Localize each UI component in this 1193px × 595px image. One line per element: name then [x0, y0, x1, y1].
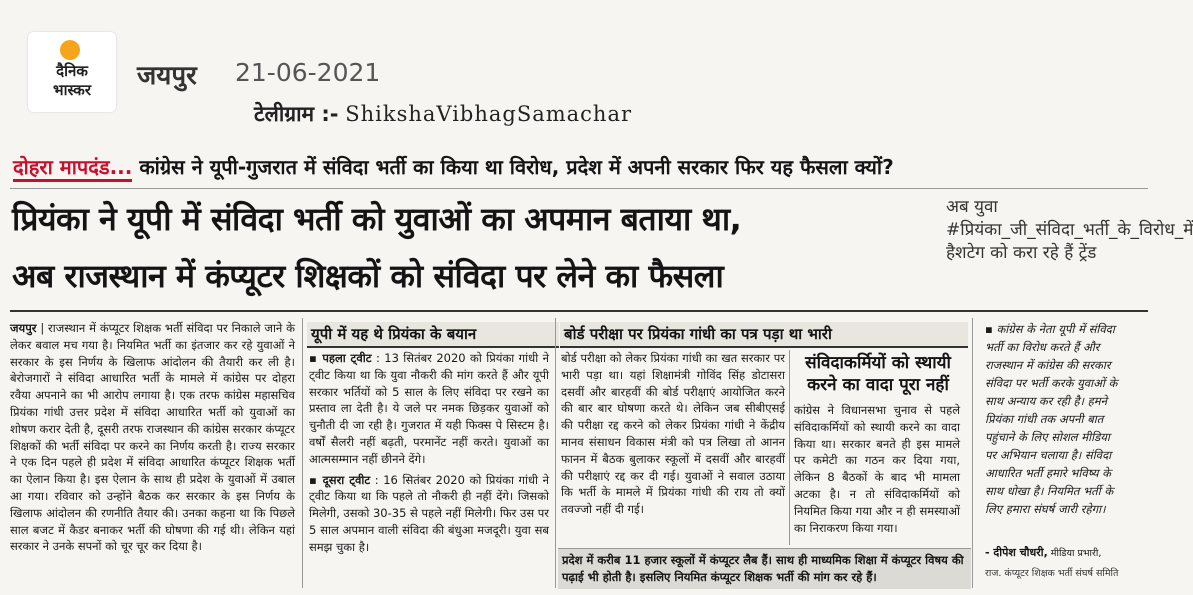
tweet2 — [309, 472, 549, 556]
side-note: अब युवा #प्रियंका_जी_संविदा_भर्ती_के_विरोध_में हैशटेग को करा रहे हैं ट्रेंड — [946, 197, 1193, 263]
column1-text: | राजस्थान में कंप्यूटर शिक्षक भर्ती संविदा पर निकाले जाने के लेकर बवाल मच गया है। नियमित भर्ती का इंतजार कर रहे युवाओं ने सरकार के इस निर्णय के खिलाफ आंदोलन की तैयारी कर ली है। बेरोजगारों ने संविदा आधारित भर्ती के मामले में कांग्रेस पर दोहरा रवैया अपनाने का भी आरोप लगाया है। एक तरफ कांग्रेस महासचिव प्रियंका गांधी उत्तर प्रदेश में संविदा आधारित भर्ती को युवाओं का शोषण करार देती है, दूसरी तरफ राजस्थान की कांग्रेस सरकार कंप्यूटर शिक्षकों की भर्ती संविदा पर करने का निर्णय करती है। राज्य सरकार ने एक दिन पहले ही प्रदेश में संविदा आधारित कंप्यूटर शिक्षक भर्ती का ऐलान किया है। इस ऐलान के साथ ही प्रदेश के युवाओं में उबाल आ गया। रविवार को उन्होंने बैठक कर सरकार के इस निर्णय के खिलाफ आंदोलन की रणनीति तैयार की। उनका कहना था कि पिछले साल बजट में कैडर बनाकर भर्ती की घोषणा की गई थी। लेकिन यहां सरकार ने उनके सपनों को चूर चूर कर दिया है। — [10, 321, 295, 554]
signature-name: - दीपेश चौधरी, — [985, 546, 1048, 559]
info-box: प्रदेश में करीब 11 हजार स्कूलों में कंप्यूटर लैब हैं। साथ ही माध्यमिक शिक्षा में कंप्यूटर विषय की पढ़ाई भी होती है। इसलिए नियमित कंप्यूटर शिक्षक भर्ती की मांग कर रहे हैं। — [558, 548, 971, 589]
headline-line2: अब राजस्थान में कंप्यूटर शिक्षकों को संविदा पर लेने का फैसला — [12, 257, 724, 295]
headline-line1: प्रियंका ने यूपी में संविदा भर्ती को युवाओं का अपमान बताया था, — [12, 200, 742, 238]
signature-role2: राज. कंप्यूटर शिक्षक भर्ती संघर्ष समिति — [985, 568, 1119, 579]
column3-heading: बोर्ड परीक्षा पर प्रियंका गांधी का पत्र पड़ा था भारी — [560, 322, 968, 348]
tweet2-label: ▪ दूसरा ट्वीट — [309, 472, 371, 487]
strap-text: कांग्रेस ने यूपी-गुजरात में संविदा भर्ती का किया था विरोध, प्रदेश में अपनी सरकार फिर यह फैसला क्यों? — [132, 155, 894, 179]
sun-icon — [60, 40, 80, 60]
divider-top — [10, 188, 1148, 189]
logo-line1: दैनिक — [56, 62, 88, 80]
column-divider — [555, 318, 556, 588]
column-divider — [789, 350, 790, 545]
logo-line2: भास्कर — [53, 81, 91, 99]
divider-mid — [10, 310, 1148, 312]
quote-signature — [985, 545, 1101, 560]
column2-heading: यूपी में यह थे प्रियंका के बयान — [307, 322, 559, 348]
tweet2-text: : 16 सितंबर 2020 को प्रियंका गांधी ने ट्वीट किया था कि पहले तो नौकरी ही नहीं देंगे। जिसको मिलेगी, उसको 30-35 से पहले नहीं मिलेगी। फिर उस पर 5 साल अपमान वाली संविदा की बंधुआ मजदूरी। युवा सब समझ चुका है। — [309, 472, 550, 554]
strap-line — [13, 153, 894, 180]
telegram-channel: ShikshaVibhagSamachar — [345, 102, 633, 126]
column-board-exam: बोर्ड परीक्षा को लेकर प्रियंका गांधी का खत सरकार पर भारी पड़ा था। यहां शिक्षामंत्री गोविंद सिंह डोटासरा दसवीं और बारहवीं की बोर्ड परीक्षाएं आयोजित करने की बार बार घोषणा करते थे। लेकिन जब सीबीएसई की परीक्षा रद्द करने को लेकर प्रियंका गांधी ने केंद्रीय मानव संसाधन विकास मंत्री को पत्र लिखा तो आनन फानन में बैठक बुलाकर स्कूलों में दसवीं और बारहवीं की परीक्षाएं रद्द कर दी गई। युवाओं ने सवाल उठाया कि भर्ती के मामले में प्रियंका गांधी की राय तो क्यों तवज्जो नहीं दी गई। — [561, 351, 785, 517]
column-divider — [972, 318, 973, 588]
dateline: जयपुर — [10, 321, 37, 335]
tweet1-label: ▪ पहला ट्वीट — [309, 351, 372, 365]
publish-date: 21-06-2021 — [235, 58, 381, 87]
signature-role1: मीडिया प्रभारी, — [1047, 548, 1102, 559]
tweet1-text: : 13 सितंबर 2020 को प्रियंका गांधी ने ट्वीट किया था कि युवा नौकरी की मांग करते हैं और यूपी सरकार भर्तियों को 5 साल के लिए संविदा पर रखने का प्रस्ताव ला देती है। ये जले पर नमक छिड़कर युवाओं को चुनौती दी जा रही है। गुजरात में यही फिक्स पे सिस्टम है। वर्षों सैलरी नहीं बढ़ती, परमानेंट नहीं करते। युवाओं का आत्मसम्मान नहीं छीनने देंगे। — [309, 351, 550, 466]
column-quote: ▪ कांग्रेस के नेता यूपी में संविदा भर्ती का विरोध करते हैं और राजस्थान में कांग्रेस की सरकार संविदा पर भर्ती करके युवाओं के साथ अन्याय कर रही है। हमने प्रियंका गांधी तक अपनी बात पहुंचाने के लिए सोशल मीडिया पर अभियान चलाया है। संविदा आधारित भर्ती हमारे भविष्य के साथ धोखा है। नियमित भर्ती के लिए हमारा संघर्ष जारी रहेगा। — [985, 322, 1118, 516]
city-name: जयपुर — [137, 61, 197, 91]
column-contract-promise: कांग्रेस ने विधानसभा चुनाव से पहले संविदाकर्मियों को स्थायी करने का वादा किया था। सरकार बनते ही इस मामले पर कमेटी का गठन कर दिया गया, लेकिन 8 बैठकों के बाद भी मामला अटका है। न तो संविदाकर्मियों को नियमित किया गया और न ही समस्याओं का निराकरण किया गया। — [794, 403, 960, 535]
logo-text — [28, 62, 116, 100]
telegram-label: टेलीग्राम :- — [254, 102, 339, 126]
column4-heading: संविदाकर्मियों को स्थायी करने का वादा पूरा नहीं — [805, 353, 951, 395]
column-divider — [302, 318, 303, 588]
strap-kicker: दोहरा मापदंड... — [13, 155, 132, 182]
dainik-bhaskar-logo — [28, 32, 116, 112]
tweet1 — [309, 350, 549, 468]
telegram-credit — [254, 100, 632, 128]
column-priyanka-statements — [309, 350, 549, 556]
column-main-story — [10, 320, 295, 555]
